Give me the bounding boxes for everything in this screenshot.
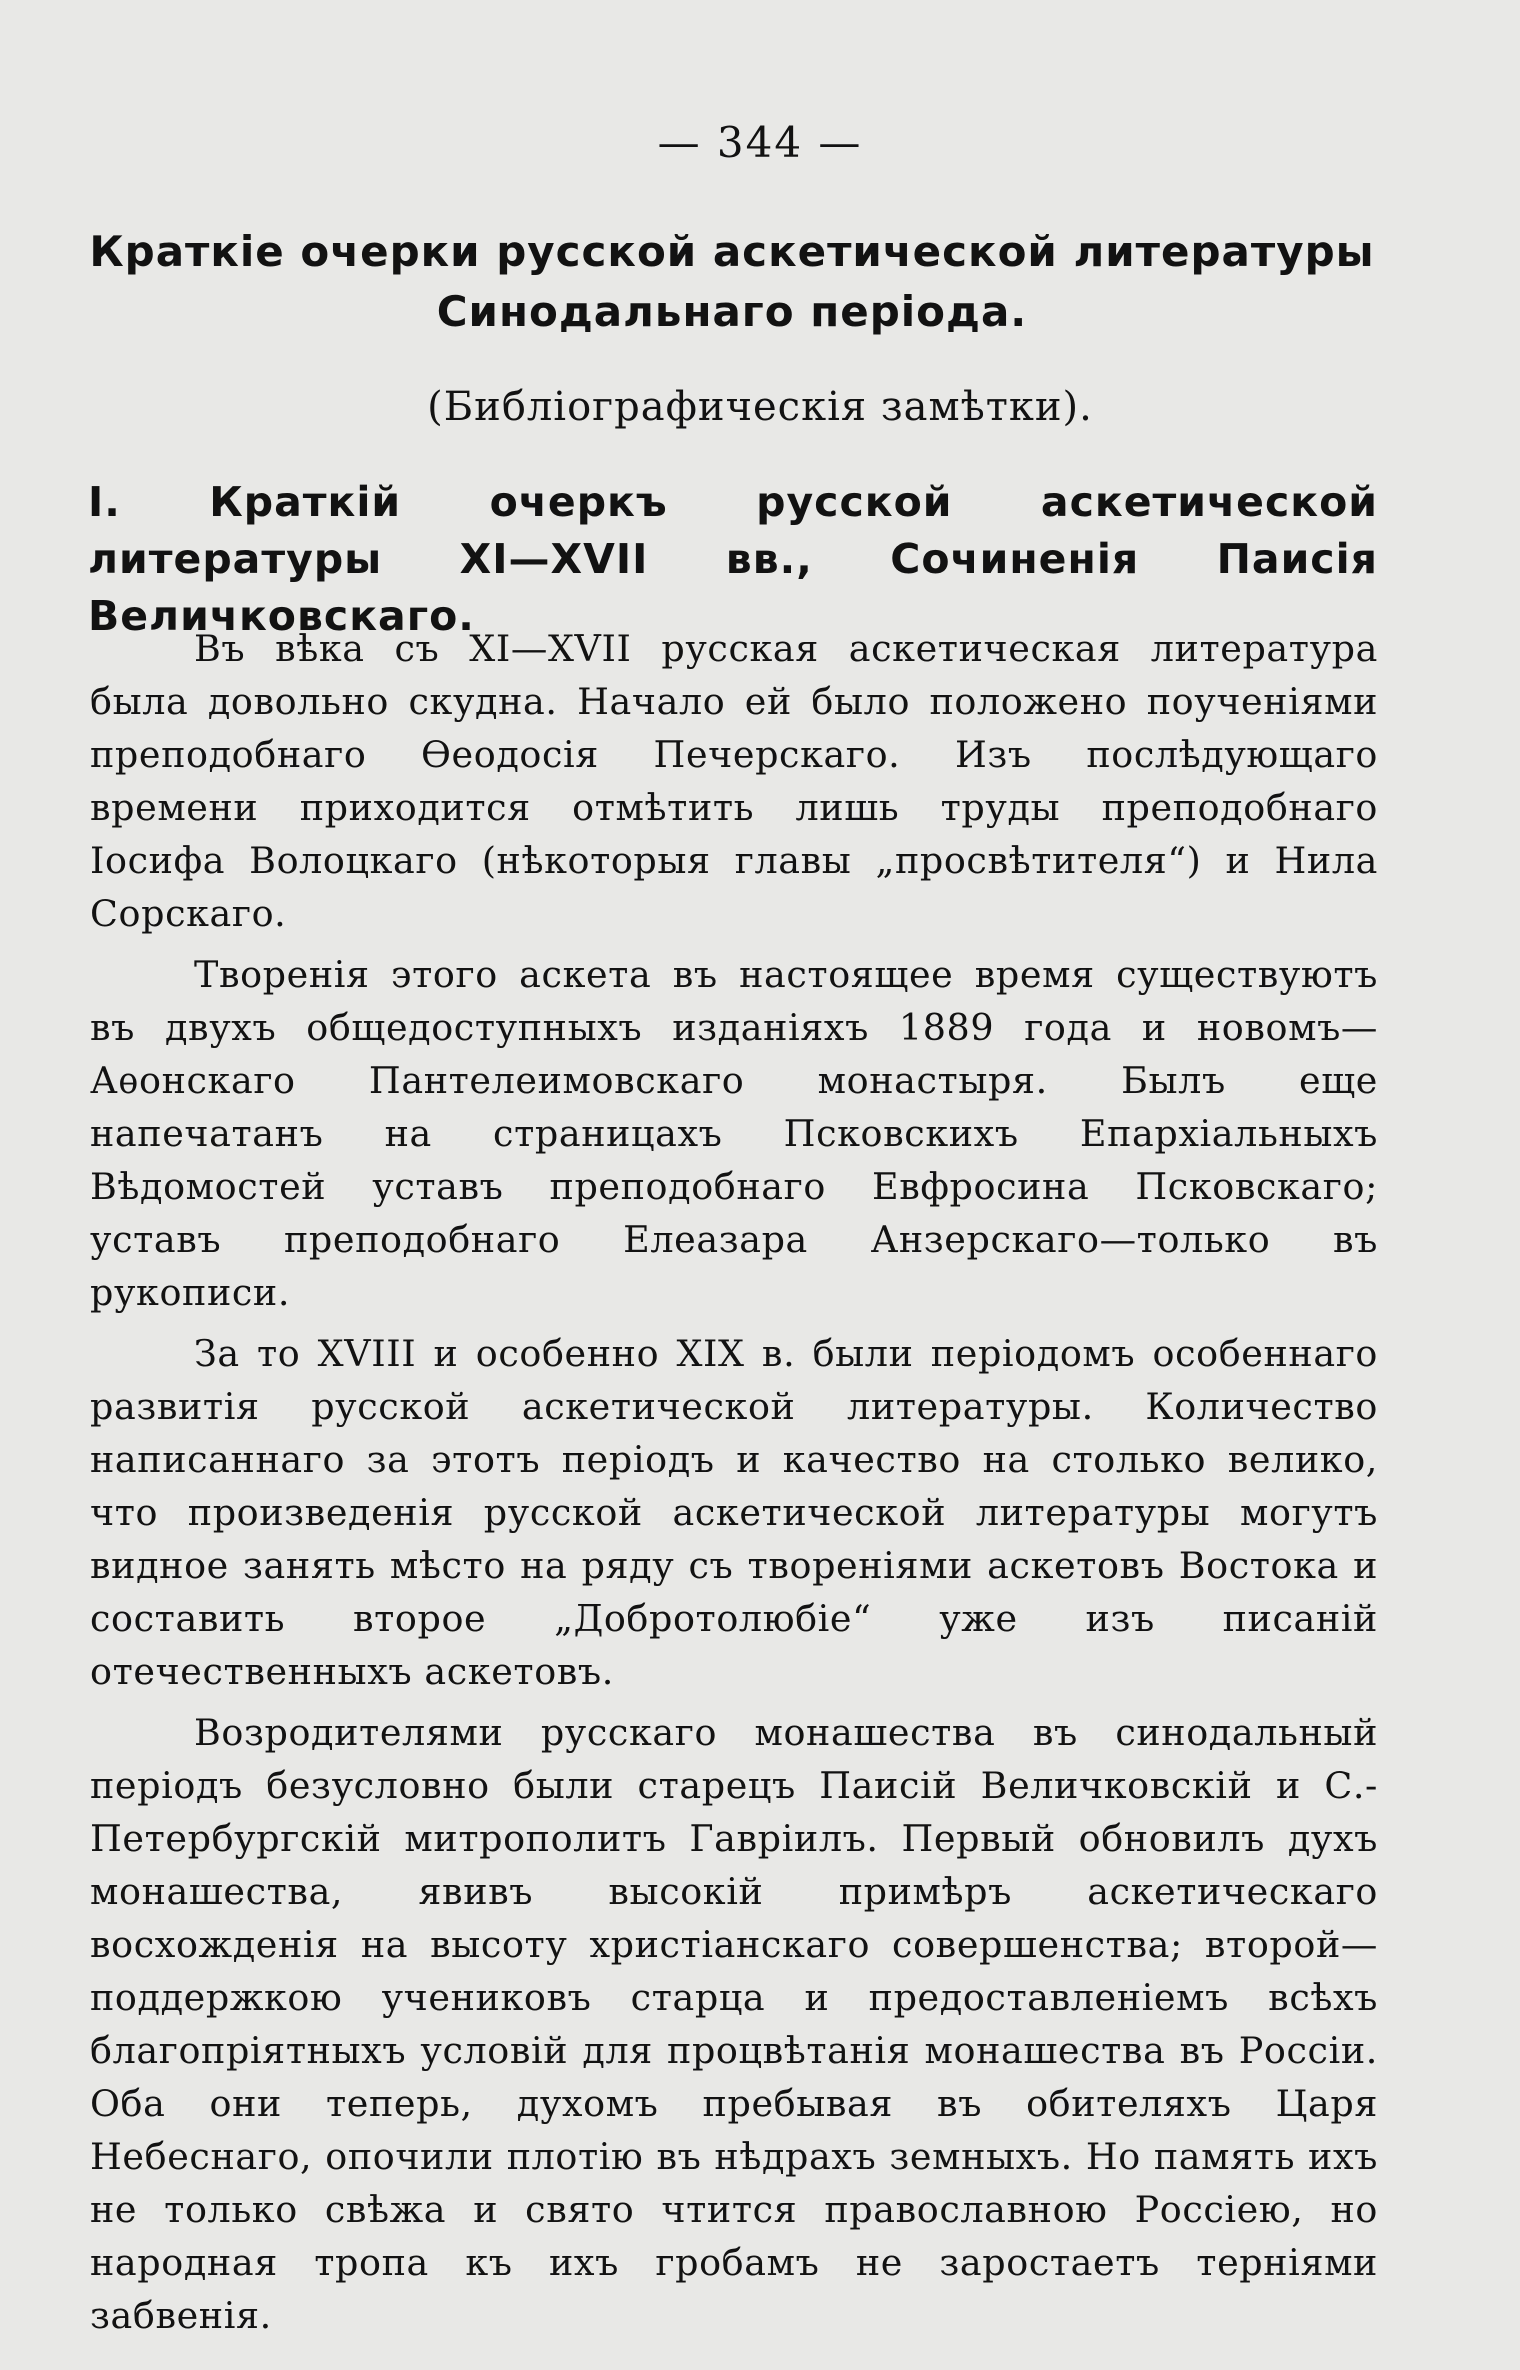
paragraph-1: Въ вѣка съ XI—XVII русская аскетическая литература была довольно скудна. Начало ей было положено поученіями преподобнаго Ѳеодосія Печерскаго. Изъ послѣдующаго времени приходится отмѣтить лишь труды преподобнаго Іосифа Волоцкаго (нѣкоторыя главы „просвѣтителя“) и Нила Сорскаго. bbox=[90, 627, 1378, 935]
body-text bbox=[90, 622, 1378, 2350]
paragraph-4: Возродителями русскаго монашества въ синодальный періодъ безусловно были старецъ Паисій Величковскій и С.-Петербургскій митрополитъ Гавріилъ. Первый обновилъ духъ монашества, явивъ высокій примѣръ аскетическаго восхожденія на высоту христіанскаго совершенства; второй—поддержкою учениковъ старца и предоставленіемъ всѣхъ благопріятныхъ условій для процвѣтанія монашества въ Россіи. Оба они теперь, духомъ пребывая въ обителяхъ Царя Небеснаго, опочили плотію въ нѣдрахъ земныхъ. Но память ихъ не только свѣжа и свято чтится православною Россіею, но народная тропа къ ихъ гробамъ не заростаетъ терніями забвенія. bbox=[90, 1711, 1378, 2337]
section-heading: I. Краткій очеркъ русской аскетической литературы XI—XVII вв., Сочиненія Паисія Величковскаго. bbox=[88, 478, 1378, 640]
page-number: — 344 — bbox=[657, 118, 863, 167]
article-subtitle: (Библіографическія замѣтки). bbox=[427, 384, 1093, 430]
article-title: Краткіе очерки русской аскетической литературы Синодальнаго періода. bbox=[89, 227, 1375, 336]
paragraph-3: За то XVIII и особенно XIX в. были періодомъ особеннаго развитія русской аскетической литературы. Количество написаннаго за этотъ періодъ и качество на столько велико, что произведенія русской аскетической литературы могутъ видное занять мѣсто на ряду съ твореніями аскетовъ Востока и составить второе „Добротолюбіе“ уже изъ писаній отечественныхъ аскетовъ. bbox=[90, 1332, 1378, 1693]
paragraph-2: Творенія этого аскета въ настоящее время существуютъ въ двухъ общедоступныхъ изданіяхъ 1889 года и новомъ—Аѳонскаго Пантелеимовскаго монастыря. Былъ еще напечатанъ на страницахъ Псковскихъ Епархіальныхъ Вѣдомостей уставъ преподобнаго Евфросина Псковскаго; уставъ преподобнаго Елеазара Анзерскаго—только въ рукописи. bbox=[90, 953, 1378, 1314]
